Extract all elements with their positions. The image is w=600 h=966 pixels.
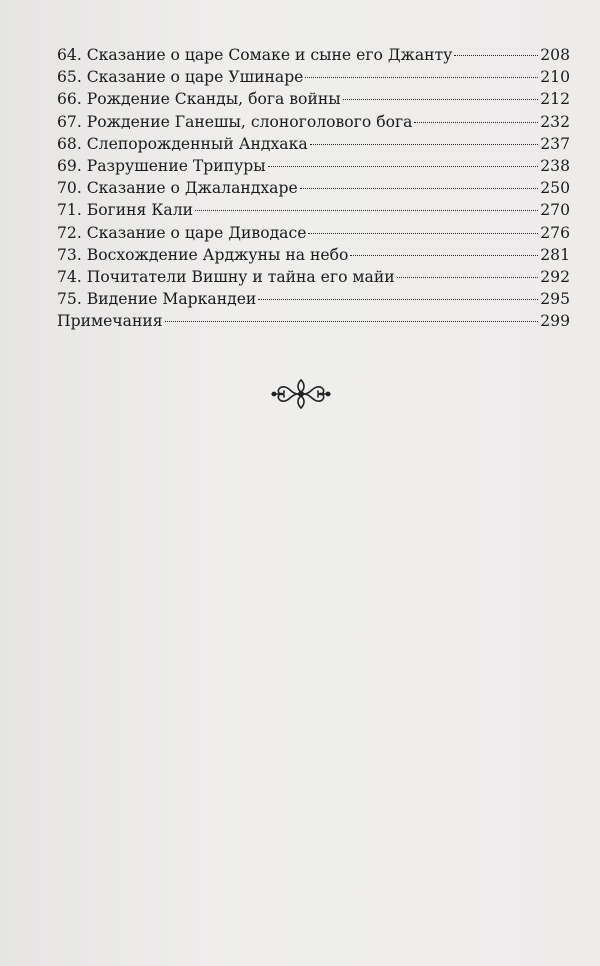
scroll-flourish-ornament-icon bbox=[270, 374, 332, 414]
toc-entry-page: 250 bbox=[540, 179, 570, 198]
dot-leader bbox=[454, 55, 538, 56]
toc-entry-title: 73. Восхождение Арджуны на небо bbox=[57, 245, 349, 264]
table-of-contents bbox=[57, 44, 570, 332]
toc-entry-page: 210 bbox=[540, 68, 570, 87]
dot-leader bbox=[308, 233, 538, 234]
toc-entry-page: 212 bbox=[540, 90, 570, 109]
dot-leader bbox=[195, 210, 538, 211]
toc-entry-title: 69. Разрушение Трипуры bbox=[57, 156, 266, 175]
toc-entry bbox=[57, 111, 570, 133]
toc-entry bbox=[57, 244, 570, 266]
toc-entry-title: 74. Почитатели Вишну и тайна его майи bbox=[57, 267, 395, 286]
toc-entry-title: 71. Богиня Кали bbox=[57, 201, 194, 220]
dot-leader bbox=[414, 122, 538, 123]
toc-entry bbox=[57, 155, 570, 177]
dot-leader bbox=[165, 321, 539, 322]
toc-entry bbox=[57, 266, 570, 288]
toc-entry-page: 208 bbox=[540, 46, 570, 64]
dot-leader bbox=[305, 77, 538, 78]
dot-leader bbox=[258, 299, 538, 300]
toc-entry-page: 276 bbox=[540, 223, 570, 242]
toc-entry-page: 281 bbox=[540, 245, 570, 264]
dot-leader bbox=[397, 277, 539, 278]
toc-entry bbox=[57, 199, 570, 221]
bleed-through-folio bbox=[255, 912, 345, 932]
toc-entry bbox=[57, 222, 570, 244]
toc-entry-page: 238 bbox=[540, 156, 570, 175]
toc-entry-title: 67. Рождение Ганешы, слоноголового бога bbox=[57, 112, 413, 131]
toc-entry-page: 299 bbox=[540, 312, 570, 331]
dot-leader bbox=[268, 166, 539, 167]
toc-entry-page: 237 bbox=[540, 134, 570, 153]
toc-entry bbox=[57, 288, 570, 310]
toc-entry-title: 72. Сказание о царе Диводасе bbox=[57, 223, 307, 242]
toc-entry-title: 70. Сказание о Джаландхаре bbox=[57, 179, 298, 198]
toc-entry bbox=[57, 310, 570, 332]
toc-entry bbox=[57, 133, 570, 155]
toc-entry-page: 232 bbox=[540, 112, 570, 131]
toc-entry bbox=[57, 66, 570, 88]
toc-entry-title: 64. Сказание о царе Сомаке и сыне его Джанту bbox=[57, 46, 453, 64]
dot-leader bbox=[300, 188, 539, 189]
dot-leader bbox=[350, 255, 538, 256]
toc-entry-title: 68. Слепорожденный Андхака bbox=[57, 134, 308, 153]
toc-entry-page: 295 bbox=[540, 290, 570, 309]
toc-entry-page: 292 bbox=[540, 267, 570, 286]
toc-entry bbox=[57, 177, 570, 199]
toc-entry-title: Примечания bbox=[57, 312, 163, 331]
toc-entry-title: 75. Видение Маркандеи bbox=[57, 290, 257, 309]
toc-entry-title: 65. Сказание о царе Ушинаре bbox=[57, 68, 304, 87]
dot-leader bbox=[343, 99, 539, 100]
toc-entry bbox=[57, 88, 570, 110]
dot-leader bbox=[310, 144, 539, 145]
toc-entry bbox=[57, 44, 570, 66]
toc-entry-page: 270 bbox=[540, 201, 570, 220]
toc-entry-title: 66. Рождение Сканды, бога войны bbox=[57, 90, 341, 109]
